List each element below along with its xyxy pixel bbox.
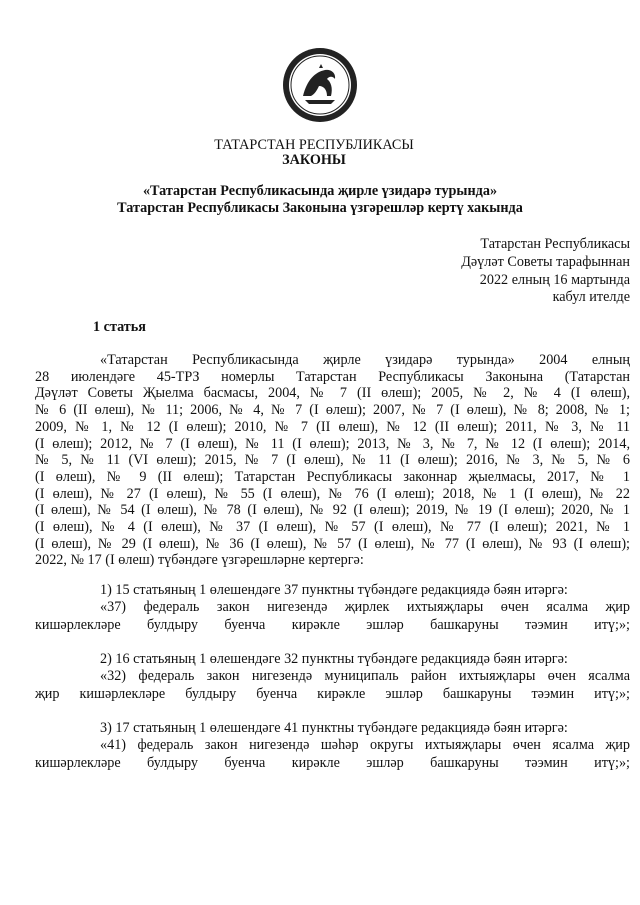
doc-type-heading: ЗАКОНЫ bbox=[282, 152, 346, 168]
article-heading: 1 статья bbox=[93, 319, 146, 335]
intro-line: «Татарстан Республикасында җирле үзидарә турында» 2004 елның bbox=[100, 352, 630, 368]
amendment-item-line: «32) федераль закон нигезендә муниципаль район ихтыяҗлары өчен ясалма bbox=[100, 668, 630, 685]
amendment-item-line: 1) 15 статьяның 1 өлешендәге 37 пунктны түбәндәге редакциядә бәян итәргә: bbox=[100, 582, 568, 598]
amendment-item-line: «41) федераль закон нигезендә шәһәр округы ихтыяҗлары өчен ясалма җир bbox=[100, 737, 630, 754]
intro-line: (I өлеш); 2012, № 7 (I өлеш), № 11 (I өлеш); 2013, № 3, № 7, № 12 (I өлеш); 2014, bbox=[35, 435, 630, 452]
intro-line: (I өлеш), № 29 (I өлеш), № 36 (I өлеш), № 57 (I өлеш), № 77 (I өлеш), № 93 (I өлеш); bbox=[35, 535, 630, 552]
intro-line: (I өлеш), № 4 (I өлеш), № 37 (I өлеш), № 57 (I өлеш), № 77 (I өлеш); 2021, № 1 bbox=[35, 519, 630, 535]
adoption-line-4: кабул ителде bbox=[552, 289, 630, 305]
intro-line: 2022, № 17 (I өлеш) түбәндәге үзгәрешләрне кертергә: bbox=[35, 552, 364, 569]
intro-line: (I өлеш), № 54 (I өлеш), № 78 (I өлеш), № 92 (I өлеш); 2019, № 19 (I өлеш); 2020, № 1 bbox=[35, 502, 630, 519]
adoption-line-1: Татарстан Республикасы bbox=[480, 236, 630, 252]
amendment-item-line: 2) 16 статьяның 1 өлешендәге 32 пунктны түбәндәге редакциядә бәян итәргә: bbox=[100, 651, 568, 667]
republic-heading: ТАТАРСТАН РЕСПУБЛИКАСЫ bbox=[214, 137, 414, 153]
intro-line: 2009, № 1, № 12 (I өлеш); 2010, № 7 (II өлеш), № 12 (II өлеш); 2011, № 3, № 11 bbox=[35, 418, 630, 435]
adoption-line-3: 2022 елның 16 мартында bbox=[479, 272, 630, 288]
law-title-line-1: «Татарстан Республикасында җирле үзидарә турында» bbox=[142, 183, 498, 199]
amendment-item-line: кишәрлекләре булдыру буенча кирәкле эшләр башкаруны тәэмин итү;»; bbox=[35, 616, 630, 633]
intro-line: Дәүләт Советы Җыелма басмасы, 2004, № 7 (II өлеш); 2005, № 2, № 4 (I өлеш), bbox=[35, 385, 630, 402]
intro-line: 28 июлендәге 45-ТРЗ номерлы Татарстан Республикасы Законына (Татарстан bbox=[35, 368, 630, 385]
amendment-item-line: «37) федераль закон нигезендә җирлек ихтыяҗлары өчен ясалма җир bbox=[100, 599, 630, 616]
intro-line: № 6 (II өлеш), № 11; 2006, № 4, № 7 (I өлеш); 2007, № 7 (I өлеш), № 8; 2008, № 1; bbox=[35, 402, 630, 419]
intro-line: (I өлеш), № 9 (II өлеш); Татарстан Республикасы законнар җыелмасы, 2017, № 1 bbox=[35, 468, 630, 485]
coat-of-arms-emblem-icon bbox=[281, 46, 359, 124]
intro-line: № 5, № 11 (VI өлеш); 2015, № 7 (I өлеш), № 11 (I өлеш); 2016, № 3, № 5, № 6 bbox=[35, 452, 630, 469]
law-title-line-2: Татарстан Республикасы Законына үзгәрешләр кертү хакында bbox=[117, 200, 523, 216]
amendment-item-line: кишәрлекләре булдыру буенча кирәкле эшләр башкаруны тәэмин итү;»; bbox=[35, 754, 630, 771]
amendment-item-line: 3) 17 статьяның 1 өлешендәге 41 пунктны түбәндәге редакциядә бәян итәргә: bbox=[100, 720, 568, 736]
amendment-item-line: җир кишәрлекләре булдыру буенча кирәкле эшләр башкаруны тәэмин итү;»; bbox=[35, 685, 630, 702]
intro-line: (I өлеш), № 27 (I өлеш), № 55 (I өлеш), № 76 (I өлеш); 2018, № 1 (I өлеш), № 22 bbox=[35, 485, 630, 502]
adoption-line-2: Дәүләт Советы тарафыннан bbox=[461, 254, 630, 270]
